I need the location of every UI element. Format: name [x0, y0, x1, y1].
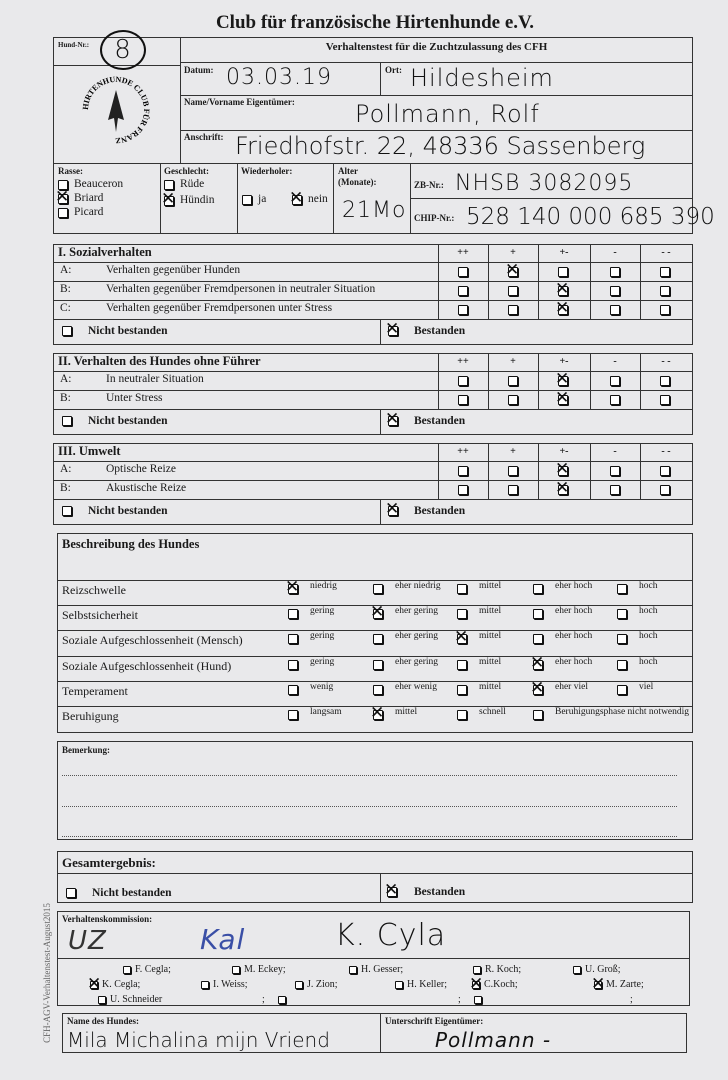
row-key: A:: [60, 264, 72, 276]
nicht-bestanden-label: Nicht bestanden: [88, 415, 168, 427]
col-divider: [380, 409, 381, 435]
row-label: Unter Stress: [106, 392, 163, 404]
nicht-bestanden-label: Nicht bestanden: [88, 505, 168, 517]
rating-checkbox[interactable]: [458, 286, 468, 296]
trait-checkbox[interactable]: [533, 609, 543, 619]
rating-checkbox[interactable]: [458, 267, 468, 277]
trait-option-label: mittel: [479, 631, 502, 641]
col-divider: [590, 244, 591, 319]
member-name: J. Zion;: [307, 979, 338, 990]
svg-text:HIRTENHUNDE CLUB FÜR FRANZÖSIS: HIRTENHUNDE CLUB FÜR FRANZ: [80, 74, 152, 146]
datum-value: 03.03.19: [226, 65, 332, 90]
section-title: III. Umwelt: [58, 444, 121, 458]
unterschrift-label: Unterschrift Eigentümer:: [385, 1016, 484, 1026]
beschreibung-title: Beschreibung des Hundes: [62, 537, 200, 551]
rating-checkbox[interactable]: [660, 267, 670, 277]
member-checkbox[interactable]: [594, 981, 602, 989]
rating-checkbox[interactable]: [660, 485, 670, 495]
row-divider: [53, 499, 693, 500]
owner-name-value: Pollmann, Rolf: [355, 100, 540, 128]
trait-checkbox[interactable]: [457, 660, 467, 670]
trait-option-label: wenig: [310, 682, 334, 692]
gesamt-nicht-bestanden-checkbox[interactable]: [66, 888, 76, 898]
member-checkbox[interactable]: [395, 981, 403, 989]
alter-value: 21Mo: [342, 198, 407, 223]
trait-option-label: Beruhigungsphase nicht notwendig: [555, 707, 690, 717]
trait-checkbox[interactable]: [533, 584, 543, 594]
member-name: F. Cegla;: [135, 964, 171, 975]
col-divider: [538, 244, 539, 319]
col-divider: [640, 244, 641, 319]
scale-header: +-: [559, 446, 569, 457]
col-divider: [438, 443, 439, 499]
row-divider: [53, 300, 693, 301]
col-divider: [488, 353, 489, 409]
trait-option-label: eher hoch: [555, 657, 593, 667]
trait-option-label: eher viel: [555, 682, 588, 692]
trait-checkbox[interactable]: [457, 685, 467, 695]
trait-checkbox[interactable]: [617, 609, 627, 619]
trait-option-label: schnell: [479, 707, 506, 717]
trait-label: Temperament: [62, 684, 128, 698]
row-key: A:: [60, 463, 72, 475]
member-checkbox[interactable]: [573, 966, 581, 974]
trait-checkbox[interactable]: [373, 584, 383, 594]
member-name: U. Groß;: [585, 964, 621, 975]
trait-option-label: eher wenig: [395, 682, 437, 692]
member-checkbox[interactable]: [473, 966, 481, 974]
bestanden-label: Bestanden: [414, 415, 466, 427]
rating-checkbox[interactable]: [458, 466, 468, 476]
trait-checkbox[interactable]: [533, 710, 543, 720]
rating-checkbox[interactable]: [610, 286, 620, 296]
datum-label: Datum:: [184, 65, 214, 75]
trait-option-label: mittel: [479, 682, 502, 692]
trait-option-label: eher gering: [395, 657, 438, 667]
alter-label: Alter (Monate):: [338, 166, 377, 187]
member-name: M. Eckey;: [244, 964, 286, 975]
name-label: Name/Vorname Eigentümer:: [184, 97, 295, 107]
col-divider: [590, 443, 591, 499]
member-checkbox[interactable]: [472, 981, 480, 989]
row-divider: [53, 390, 693, 391]
row-key: B:: [60, 392, 71, 404]
wiederholer-option-label: nein: [308, 193, 328, 205]
member-name: M. Zarte;: [606, 979, 644, 990]
section-title: I. Sozialverhalten: [58, 245, 152, 259]
scale-header: -: [613, 356, 617, 367]
trait-option-label: hoch: [639, 581, 658, 591]
trait-checkbox[interactable]: [617, 660, 627, 670]
trait-label: Soziale Aufgeschlossenheit (Hund): [62, 659, 232, 673]
row-key: C:: [60, 302, 71, 314]
col-divider: [640, 443, 641, 499]
member-name: I. Weiss;: [213, 979, 248, 990]
rating-checkbox[interactable]: [660, 376, 670, 386]
rating-checkbox[interactable]: [458, 305, 468, 315]
signature-2: Kal: [200, 923, 246, 956]
trait-checkbox[interactable]: [533, 634, 543, 644]
gesamtergebnis-title: Gesamtergebnis:: [62, 855, 156, 870]
col-divider: [438, 244, 439, 319]
member-checkbox[interactable]: [98, 996, 106, 1004]
nicht-bestanden-checkbox[interactable]: [62, 506, 72, 516]
rating-checkbox[interactable]: [610, 376, 620, 386]
member-checkbox[interactable]: [474, 996, 482, 1004]
trait-checkbox[interactable]: [288, 584, 298, 594]
row-divider: [53, 262, 693, 263]
member-checkbox[interactable]: [123, 966, 131, 974]
wiederholer-checkbox-1[interactable]: [292, 195, 302, 205]
scale-header: -: [613, 247, 617, 258]
trait-option-label: gering: [310, 631, 335, 641]
trait-checkbox[interactable]: [457, 584, 467, 594]
rating-checkbox[interactable]: [508, 395, 518, 405]
scale-header: - -: [661, 446, 671, 457]
col-divider: [380, 499, 381, 525]
scale-header: +-: [559, 247, 569, 258]
rating-checkbox[interactable]: [610, 485, 620, 495]
scale-header: +-: [559, 356, 569, 367]
trait-checkbox[interactable]: [373, 685, 383, 695]
rasse-option-label: Beauceron: [74, 178, 124, 190]
trait-option-label: eher gering: [395, 606, 438, 616]
trait-checkbox[interactable]: [617, 685, 627, 695]
hund-name-value: Mila Michalina mijn Vriend: [67, 1028, 330, 1052]
club-logo: [76, 70, 156, 150]
member-checkbox[interactable]: [295, 981, 303, 989]
row-divider: [53, 371, 693, 372]
trait-label: Beruhigung: [62, 709, 119, 723]
scale-header: ++: [457, 446, 469, 457]
gesamt-nicht-bestanden-label: Nicht bestanden: [92, 887, 172, 899]
rating-checkbox[interactable]: [558, 305, 568, 315]
address-value: Friedhofstr. 22, 48336 Sassenberg: [235, 132, 646, 160]
rasse-option-label: Briard: [74, 192, 104, 204]
trait-checkbox[interactable]: [288, 660, 298, 670]
member-name: R. Koch;: [485, 964, 522, 975]
scale-header: -: [613, 446, 617, 457]
row-key: A:: [60, 373, 72, 385]
col-divider: [488, 244, 489, 319]
trait-checkbox[interactable]: [288, 685, 298, 695]
trait-option-label: eher hoch: [555, 606, 593, 616]
rating-checkbox[interactable]: [458, 395, 468, 405]
row-divider: [53, 319, 693, 320]
member-separator: ;: [458, 994, 461, 1005]
trait-option-label: langsam: [310, 707, 342, 717]
trait-option-label: gering: [310, 657, 335, 667]
scale-header: ++: [457, 356, 469, 367]
member-checkbox[interactable]: [90, 981, 98, 989]
trait-option-label: gering: [310, 606, 335, 616]
rating-checkbox[interactable]: [558, 286, 568, 296]
trait-option-label: hoch: [639, 631, 658, 641]
form-version-text: CFH-AGV-Verhaltenstest-August2015: [42, 903, 52, 1043]
scale-header: - -: [661, 247, 671, 258]
hund-nr-label: Hund-Nr.:: [58, 41, 90, 49]
col-divider: [538, 443, 539, 499]
geschlecht-option-label: Hündin: [180, 194, 215, 206]
row-divider: [53, 480, 693, 481]
nicht-bestanden-label: Nicht bestanden: [88, 325, 168, 337]
trait-label: Selbstsicherheit: [62, 608, 138, 622]
row-label: In neutraler Situation: [106, 373, 204, 385]
trait-checkbox[interactable]: [373, 634, 383, 644]
trait-label: Reizschwelle: [62, 583, 126, 597]
kommission-label: Verhaltenskommission:: [62, 914, 153, 924]
trait-checkbox[interactable]: [533, 660, 543, 670]
geschlecht-checkbox-1[interactable]: [164, 196, 174, 206]
rasse-checkbox-2[interactable]: [58, 208, 68, 218]
row-label: Optische Reize: [106, 463, 176, 475]
chip-value: 528 140 000 685 390: [466, 204, 715, 230]
trait-option-label: eher hoch: [555, 631, 593, 641]
row-label: Akustische Reize: [106, 482, 187, 494]
rating-checkbox[interactable]: [610, 305, 620, 315]
rating-checkbox[interactable]: [660, 466, 670, 476]
col-divider: [640, 353, 641, 409]
row-key: B:: [60, 283, 71, 295]
row-divider: [53, 461, 693, 462]
section-title: II. Verhalten des Hundes ohne Führer: [58, 354, 261, 368]
bestanden-checkbox[interactable]: [388, 506, 398, 516]
rasse-option-label: Picard: [74, 206, 104, 218]
rating-checkbox[interactable]: [610, 395, 620, 405]
trait-checkbox[interactable]: [288, 609, 298, 619]
scale-header: +: [510, 247, 516, 258]
rating-checkbox[interactable]: [508, 466, 518, 476]
trait-checkbox[interactable]: [457, 634, 467, 644]
rating-checkbox[interactable]: [660, 305, 670, 315]
rating-checkbox[interactable]: [610, 466, 620, 476]
zb-value: NHSB 3082095: [455, 171, 634, 196]
member-name: C.Koch;: [484, 979, 518, 990]
scale-header: +: [510, 446, 516, 457]
rating-checkbox[interactable]: [558, 466, 568, 476]
wiederholer-label: Wiederholer:: [241, 166, 293, 176]
trait-checkbox[interactable]: [457, 710, 467, 720]
row-label: Verhalten gegenüber Hunden: [106, 264, 241, 276]
trait-option-label: mittel: [479, 581, 502, 591]
rating-checkbox[interactable]: [660, 395, 670, 405]
signature-1: UZ: [68, 926, 107, 956]
rating-checkbox[interactable]: [458, 376, 468, 386]
trait-option-label: hoch: [639, 657, 658, 667]
member-name: H. Keller;: [407, 979, 447, 990]
rating-checkbox[interactable]: [558, 267, 568, 277]
rasse-label: Rasse:: [58, 166, 83, 176]
chip-label: CHIP-Nr.:: [414, 213, 455, 223]
col-divider: [590, 353, 591, 409]
scale-header: - -: [661, 356, 671, 367]
member-checkbox[interactable]: [278, 996, 286, 1004]
nicht-bestanden-checkbox[interactable]: [62, 326, 72, 336]
owner-signature: Pollmann -: [435, 1028, 552, 1052]
hund-nr-value: 8: [100, 30, 146, 70]
row-divider: [53, 281, 693, 282]
trait-option-label: mittel: [479, 606, 502, 616]
trait-option-label: hoch: [639, 606, 658, 616]
trait-option-label: eher niedrig: [395, 581, 441, 591]
member-name: K. Cegla;: [102, 979, 141, 990]
nicht-bestanden-checkbox[interactable]: [62, 416, 72, 426]
ort-label: Ort:: [385, 65, 402, 75]
trait-checkbox[interactable]: [373, 660, 383, 670]
bestanden-checkbox[interactable]: [388, 416, 398, 426]
member-separator: ;: [262, 994, 265, 1005]
member-checkbox[interactable]: [201, 981, 209, 989]
bemerkung-box[interactable]: [57, 741, 693, 840]
signature-3: K. Cyla: [335, 918, 447, 953]
trait-checkbox[interactable]: [288, 634, 298, 644]
rating-checkbox[interactable]: [508, 485, 518, 495]
rating-checkbox[interactable]: [458, 485, 468, 495]
rasse-checkbox-1[interactable]: [58, 194, 68, 204]
hund-name-label: Name des Hundes:: [67, 1016, 140, 1026]
form-subtitle: Verhaltenstest für die Zuchtzulassung des CFH: [325, 41, 548, 53]
trait-checkbox[interactable]: [617, 584, 627, 594]
bemerkung-label: Bemerkung:: [62, 745, 110, 755]
rating-checkbox[interactable]: [508, 267, 518, 277]
trait-option-label: viel: [639, 682, 654, 692]
member-checkbox[interactable]: [349, 966, 357, 974]
row-key: B:: [60, 482, 71, 494]
member-separator: ;: [630, 994, 633, 1005]
trait-option-label: eher gering: [395, 631, 438, 641]
trait-checkbox[interactable]: [373, 609, 383, 619]
gesamt-bestanden-label: Bestanden: [414, 886, 466, 898]
bestanden-label: Bestanden: [414, 325, 466, 337]
rating-checkbox[interactable]: [610, 267, 620, 277]
bestanden-checkbox[interactable]: [388, 326, 398, 336]
trait-checkbox[interactable]: [288, 710, 298, 720]
trait-option-label: eher hoch: [555, 581, 593, 591]
geschlecht-label: Geschlecht:: [164, 166, 209, 176]
trait-checkbox[interactable]: [617, 634, 627, 644]
anschrift-label: Anschrift:: [184, 132, 224, 142]
gesamt-bestanden-checkbox[interactable]: [387, 887, 397, 897]
trait-option-label: mittel: [479, 657, 502, 667]
rating-checkbox[interactable]: [508, 376, 518, 386]
col-divider: [538, 353, 539, 409]
col-divider: [380, 319, 381, 345]
row-divider: [53, 409, 693, 410]
col-divider: [488, 443, 489, 499]
member-name: U. Schneider: [110, 994, 163, 1005]
rating-checkbox[interactable]: [508, 286, 518, 296]
member-checkbox[interactable]: [232, 966, 240, 974]
ort-value: Hildesheim: [410, 64, 554, 92]
scale-header: ++: [457, 247, 469, 258]
rating-checkbox[interactable]: [660, 286, 670, 296]
trait-option-label: mittel: [395, 707, 418, 717]
col-divider: [438, 353, 439, 409]
row-label: Verhalten gegenüber Fremdpersonen in neutraler Situation: [106, 283, 376, 295]
rating-checkbox[interactable]: [558, 485, 568, 495]
scale-header: +: [510, 356, 516, 367]
trait-checkbox[interactable]: [457, 609, 467, 619]
geschlecht-option-label: Rüde: [180, 178, 205, 190]
trait-option-label: niedrig: [310, 581, 337, 591]
trait-checkbox[interactable]: [533, 685, 543, 695]
wiederholer-checkbox-0[interactable]: [242, 195, 252, 205]
rating-checkbox[interactable]: [558, 376, 568, 386]
trait-label: Soziale Aufgeschlossenheit (Mensch): [62, 633, 243, 647]
bestanden-label: Bestanden: [414, 505, 466, 517]
rating-checkbox[interactable]: [508, 305, 518, 315]
trait-checkbox[interactable]: [373, 710, 383, 720]
wiederholer-option-label: ja: [258, 193, 267, 205]
club-title: Club für französische Hirtenhunde e.V.: [215, 12, 535, 33]
row-label: Verhalten gegenüber Fremdpersonen unter Stress: [106, 302, 333, 314]
member-name: H. Gesser;: [361, 964, 404, 975]
rating-checkbox[interactable]: [558, 395, 568, 405]
zb-label: ZB-Nr.:: [414, 180, 444, 190]
